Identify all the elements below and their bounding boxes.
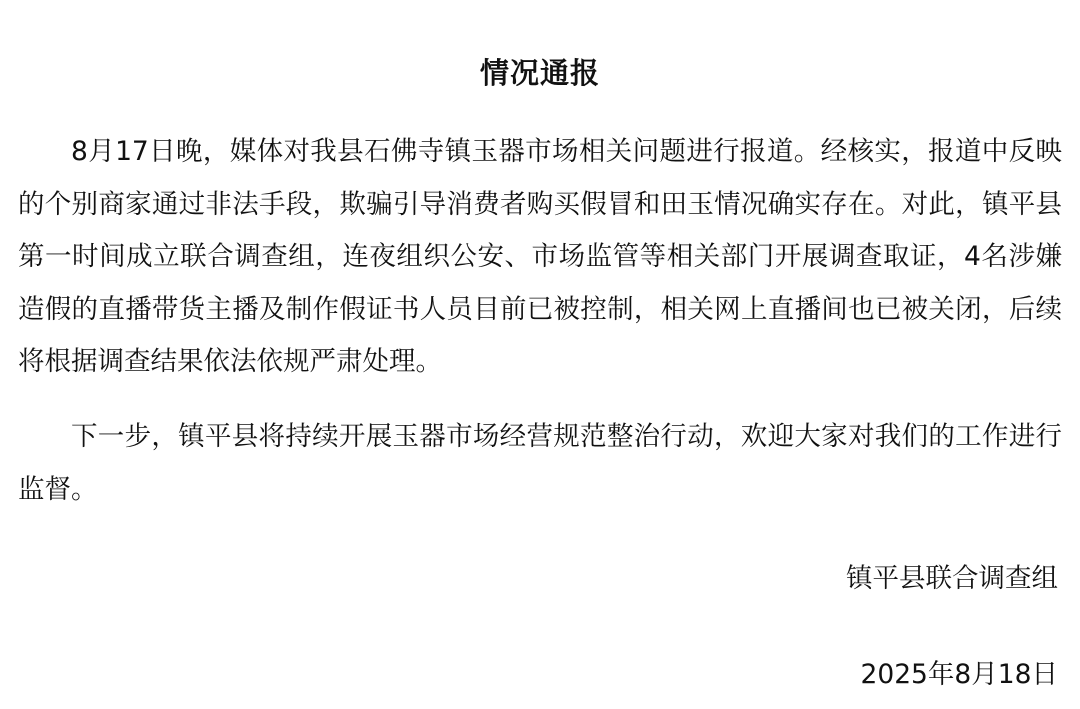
signature-organization: 镇平县联合调查组: [846, 563, 1058, 594]
notice-paragraph-1: 8月17日晚，媒体对我县石佛寺镇玉器市场相关问题进行报道。经核实，报道中反映的个别商家通过非法手段，欺骗引导消费者购买假冒和田玉情况确实存在。对此，镇平县第一时间成立联合调查组，连夜组织公安、市场监管等相关部门开展调查取证，4名涉嫌造假的直播带货主播及制作假证书人员目前已被控制，相关网上直播间也已被关闭，后续将根据调查结果依法依规严肃处理。: [18, 136, 1062, 377]
notice-title: 情况通报: [479, 56, 600, 91]
notice-paragraph-2: 下一步，镇平县将持续开展玉器市场经营规范整治行动，欢迎大家对我们的工作进行监督。: [18, 421, 1062, 505]
signature-date: 2025年8月18日: [860, 659, 1058, 690]
